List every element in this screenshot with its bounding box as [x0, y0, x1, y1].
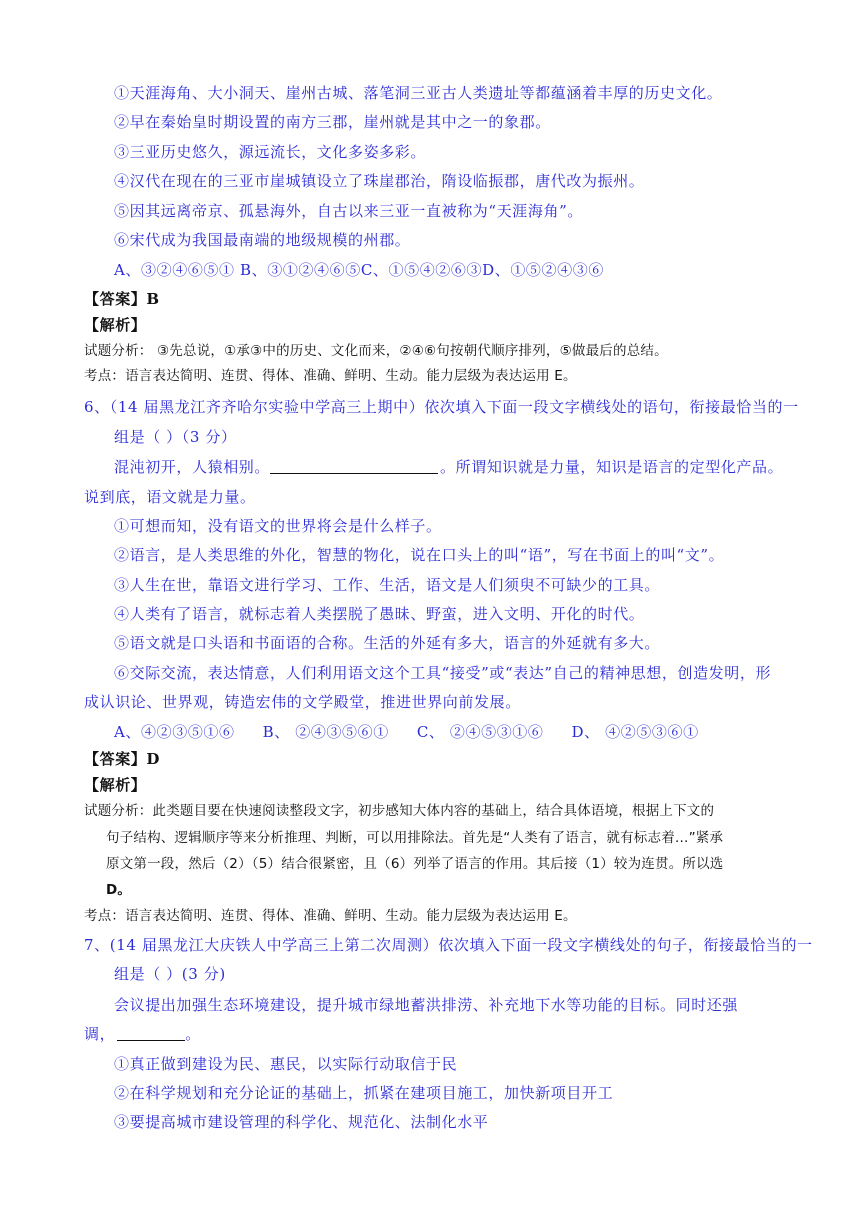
q5-item-3: ③三亚历史悠久，源远流长，文化多姿多彩。 — [114, 143, 427, 161]
q5-answer: 【答案】B — [84, 290, 160, 308]
q6-item-6: ⑥交际交流，表达情意，人们利用语文这个工具“接受”或“表达”自己的精神思想，创造发明，形 — [114, 664, 772, 682]
q7-passage-end: 。 — [185, 1025, 201, 1043]
q6-passage-line-1 — [114, 457, 783, 477]
q6-title-line-1: 6、（14 届黑龙江齐齐哈尔实验中学高三上期中）依次填入下面一段文字横线处的语句，衔接最恰当的一 — [84, 398, 799, 416]
q6-answer: 【答案】D — [84, 750, 161, 768]
q6-kaodian: 考点：语言表达简明、连贯、得体、准确、鲜明、生动。能力层级为表达运用 E。 — [84, 908, 577, 924]
q6-item-1: ①可想而知，没有语文的世界将会是什么样子。 — [114, 517, 442, 535]
q6-title-line-2: 组是（ ）（3 分） — [114, 428, 237, 446]
q6-option-a: A、④②③⑤①⑥ — [114, 723, 235, 741]
q6-option-b: B、 ②④③⑤⑥① — [262, 723, 389, 741]
q7-passage-start: 调， — [84, 1025, 116, 1043]
q6-item-6-cont: 成认识论、世界观，铸造宏伟的文学殿堂，推进世界向前发展。 — [84, 693, 521, 711]
q5-analysis-label: 【解析】 — [84, 316, 147, 334]
q7-passage-line-2 — [84, 1024, 201, 1044]
q5-item-2: ②早在秦始皇时期设置的南方三郡，崖州就是其中之一的象郡。 — [114, 113, 551, 131]
q5-options: A、③②④⑥⑤① B、③①②④⑥⑤C、①⑤④②⑥③D、①⑤②④③⑥ — [114, 261, 604, 279]
q6-item-2: ②语言，是人类思维的外化，智慧的物化，说在口头上的叫“语”，写在书面上的叫“文”。 — [114, 546, 725, 564]
q6-analysis-line-3: 原文第一段，然后（2）（5）结合很紧密，且（6）列举了语言的作用。其后接（1）较为连贯。所以选 — [106, 856, 724, 872]
q7-title-line-1: 7、(14 届黑龙江大庆铁人中学高三上第二次周测）依次填入下面一段文字横线处的句子，衔接最恰当的一 — [84, 936, 813, 954]
q7-item-2: ②在科学规划和充分论证的基础上，抓紧在建项目施工，加快新项目开工 — [114, 1084, 614, 1102]
q7-item-1: ①真正做到建设为民、惠民，以实际行动取信于民 — [114, 1055, 458, 1073]
q6-item-4: ④人类有了语言，就标志着人类摆脱了愚昧、野蛮，进入文明、开化的时代。 — [114, 605, 645, 623]
q7-title-line-2: 组是（ ）(3 分) — [114, 965, 226, 983]
q6-options — [114, 722, 699, 742]
q7-item-3: ③要提高城市建设管理的科学化、规范化、法制化水平 — [114, 1113, 489, 1131]
q6-item-3: ③人生在世，靠语文进行学习、工作、生活，语文是人们须臾不可缺少的工具。 — [114, 576, 661, 594]
q6-option-d: D、 ④②⑤③⑥① — [571, 723, 699, 741]
q6-analysis-line-4: D。 — [106, 882, 132, 898]
q6-analysis-line-1: 试题分析：此类题目要在快速阅读整段文字，初步感知大体内容的基础上，结合具体语境，根据上下文的 — [84, 803, 715, 819]
q5-analysis: 试题分析： ③先总说，①承③中的历史、文化而来，②④⑥句按朝代顺序排列，⑤做最后的总结。 — [84, 343, 668, 359]
q6-option-c: C、 ②④⑤③①⑥ — [416, 723, 544, 741]
q5-item-6: ⑥宋代成为我国最南端的地级规模的州郡。 — [114, 231, 411, 249]
q5-item-1: ①天涯海角、大小洞天、崖州古城、落笔洞三亚古人类遗址等都蕴涵着丰厚的历史文化。 — [114, 84, 723, 102]
q6-passage-start: 混沌初开，人猿相别。 — [114, 458, 271, 476]
q6-passage-end: 。所谓知识就是力量，知识是语言的定型化产品。 — [440, 458, 784, 476]
q7-passage-line-1: 会议提出加强生态环境建设，提升城市绿地蓄洪排涝、补充地下水等功能的目标。同时还强 — [114, 996, 739, 1014]
q6-passage-line-2: 说到底，语文就是力量。 — [84, 488, 256, 506]
q5-kaodian: 考点：语言表达简明、连贯、得体、准确、鲜明、生动。能力层级为表达运用 E。 — [84, 368, 577, 384]
q6-analysis-line-2: 句子结构、逻辑顺序等来分析推理、判断，可以用排除法。首先是“人类有了语言，就有标志着…”紧承 — [106, 830, 724, 846]
q6-analysis-label: 【解析】 — [84, 776, 147, 794]
q7-answer-blank — [117, 1025, 185, 1041]
q5-item-4: ④汉代在现在的三亚市崖城镇设立了珠崖郡治，隋设临振郡，唐代改为振州。 — [114, 172, 645, 190]
q5-item-5: ⑤因其远离帝京、孤悬海外，自古以来三亚一直被称为“天涯海角”。 — [114, 202, 583, 220]
q6-item-5: ⑤语文就是口头语和书面语的合称。生活的外延有多大，语言的外延就有多大。 — [114, 634, 661, 652]
q6-answer-blank — [270, 458, 438, 474]
